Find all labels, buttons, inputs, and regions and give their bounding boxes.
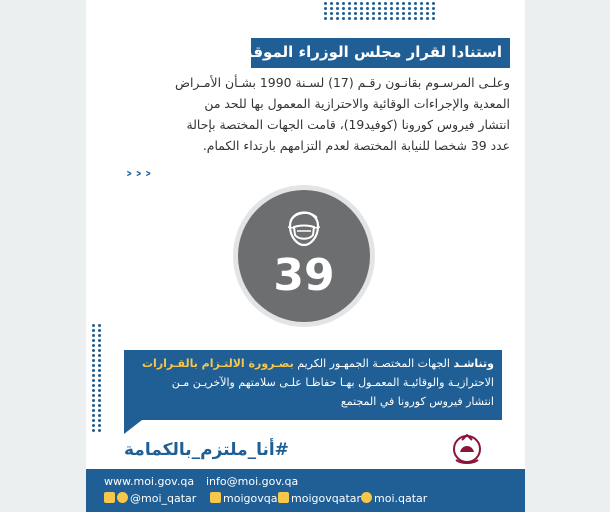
dot	[366, 12, 369, 15]
dot	[98, 414, 101, 417]
dot	[98, 409, 101, 412]
dot	[384, 2, 387, 5]
dot	[396, 17, 399, 20]
dot	[342, 2, 345, 5]
dot	[360, 17, 363, 20]
top-dot-pattern	[324, 2, 438, 22]
appeal-box	[124, 350, 502, 420]
dot	[354, 2, 357, 5]
facebook-handle[interactable]: moigovqatar	[278, 492, 361, 505]
dot	[342, 17, 345, 20]
paragraph-line: انتشار فيروس كورونا (كوفيد19)، قامت الجهات المختصة بإحالة	[186, 117, 510, 132]
dot	[336, 2, 339, 5]
dot	[92, 354, 95, 357]
dot	[98, 359, 101, 362]
dot	[336, 7, 339, 10]
decree-paragraph	[105, 72, 510, 156]
dot	[92, 344, 95, 347]
dot	[98, 399, 101, 402]
dot	[92, 429, 95, 432]
dot	[348, 7, 351, 10]
email-link[interactable]: info@moi.gov.qa	[206, 475, 299, 488]
twitter-icon	[104, 492, 115, 503]
masked-face-icon	[280, 200, 328, 248]
dot	[92, 399, 95, 402]
dot	[420, 12, 423, 15]
dot	[92, 409, 95, 412]
dot	[92, 374, 95, 377]
dot	[348, 12, 351, 15]
paragraph-line: وعلـى المرسـوم بقانـون رقـم (17) لسـنة 1990 بشـأن الأمـراض	[175, 75, 510, 90]
dot	[420, 17, 423, 20]
dot	[396, 7, 399, 10]
title-banner	[243, 38, 510, 68]
dot	[324, 2, 327, 5]
dot	[92, 419, 95, 422]
dot	[360, 7, 363, 10]
dot	[98, 324, 101, 327]
dot	[336, 12, 339, 15]
dot	[408, 2, 411, 5]
dot	[330, 12, 333, 15]
appeal-box-tail	[124, 420, 142, 434]
dot	[98, 369, 101, 372]
dot	[98, 389, 101, 392]
dot	[378, 12, 381, 15]
dot	[360, 12, 363, 15]
dot	[384, 7, 387, 10]
dot	[390, 7, 393, 10]
appeal-highlight: بضـرورة الالتـزام بالقـرارات	[142, 357, 294, 370]
dot	[92, 369, 95, 372]
dot	[390, 17, 393, 20]
website-link[interactable]: www.moi.gov.qa	[104, 475, 195, 488]
dot	[324, 7, 327, 10]
dot	[360, 2, 363, 5]
dot	[396, 12, 399, 15]
dot	[330, 7, 333, 10]
facebook-icon	[278, 492, 289, 503]
appeal-text: الجهات المختصـة الجمهـور الكريم	[293, 357, 454, 370]
dot	[408, 12, 411, 15]
dot	[390, 2, 393, 5]
dot	[384, 12, 387, 15]
dot	[92, 379, 95, 382]
count-circle	[238, 190, 370, 322]
dot	[342, 7, 345, 10]
dot	[372, 2, 375, 5]
dot	[92, 359, 95, 362]
youtube-handle[interactable]: moigovqa	[210, 492, 277, 505]
dot	[402, 2, 405, 5]
dot	[426, 12, 429, 15]
dot	[98, 329, 101, 332]
dot	[92, 414, 95, 417]
dot	[92, 334, 95, 337]
dot	[92, 389, 95, 392]
dot	[324, 17, 327, 20]
dot	[420, 7, 423, 10]
dot	[426, 7, 429, 10]
appeal-line: الاحترازيـة والوقائيـة المعمـول بهـا حفاظـا علـى سلامتهم والآخريـن مـن	[171, 376, 494, 389]
dot	[384, 17, 387, 20]
dot	[390, 12, 393, 15]
dot	[92, 339, 95, 342]
dot	[408, 7, 411, 10]
dot	[98, 379, 101, 382]
post-card	[86, 0, 525, 512]
footer-bar	[86, 469, 525, 512]
dot	[92, 394, 95, 397]
dot	[426, 17, 429, 20]
dot	[378, 7, 381, 10]
dot	[98, 339, 101, 342]
dot	[354, 12, 357, 15]
dot	[432, 7, 435, 10]
dot	[414, 7, 417, 10]
paragraph-line: عدد 39 شخصا للنيابة المختصة لعدم التزامهم بارتداء الكمام.	[202, 138, 510, 153]
dot	[98, 349, 101, 352]
dot	[366, 2, 369, 5]
dot	[98, 374, 101, 377]
dot	[98, 394, 101, 397]
dot	[98, 429, 101, 432]
dot	[354, 17, 357, 20]
dot	[402, 17, 405, 20]
appeal-line: انتشار فيروس كورونا في المجتمع	[340, 395, 494, 408]
title-text: استنادا لقرار مجلس الوزراء الموقر	[243, 43, 502, 61]
dot	[336, 17, 339, 20]
dot	[98, 424, 101, 427]
dot	[396, 2, 399, 5]
dot	[98, 334, 101, 337]
dot	[92, 349, 95, 352]
dot	[92, 424, 95, 427]
dot	[402, 12, 405, 15]
dot	[366, 7, 369, 10]
left-dot-pattern	[92, 324, 104, 434]
hashtag: #أنا_ملتزم_بالكمامة	[124, 440, 289, 460]
dot	[348, 2, 351, 5]
dot	[378, 2, 381, 5]
dot	[92, 324, 95, 327]
dot	[342, 12, 345, 15]
snapchat-handle[interactable]: moi.qatar	[361, 492, 427, 505]
dot	[366, 17, 369, 20]
dot	[414, 17, 417, 20]
dot	[426, 2, 429, 5]
appeal-lead: وتناشـد	[453, 357, 494, 370]
dot	[414, 12, 417, 15]
youtube-icon	[210, 492, 221, 503]
dot	[324, 12, 327, 15]
twitter-instagram-handle[interactable]: @moi_qatar	[104, 492, 196, 505]
dot	[420, 2, 423, 5]
dot	[372, 7, 375, 10]
dot	[92, 384, 95, 387]
instagram-icon	[117, 492, 128, 503]
dot	[348, 17, 351, 20]
paragraph-line: المعدية والإجراءات الوقائية والاحترازية المعمول بها للحد من	[204, 96, 510, 111]
snapchat-icon	[361, 492, 372, 503]
dot	[432, 2, 435, 5]
dot	[98, 354, 101, 357]
dot	[402, 7, 405, 10]
dot	[330, 17, 333, 20]
dot	[330, 2, 333, 5]
arrows-decoration: ˃˃˃	[125, 170, 154, 190]
dot	[432, 12, 435, 15]
dot	[98, 404, 101, 407]
dot	[98, 344, 101, 347]
dot	[354, 7, 357, 10]
dot	[408, 17, 411, 20]
dot	[432, 17, 435, 20]
dot	[378, 17, 381, 20]
dot	[92, 404, 95, 407]
count-number: 39	[273, 250, 335, 301]
dot	[372, 12, 375, 15]
dot	[98, 384, 101, 387]
dot	[98, 364, 101, 367]
dot	[92, 364, 95, 367]
dot	[92, 329, 95, 332]
dot	[98, 419, 101, 422]
dot	[372, 17, 375, 20]
dot	[414, 2, 417, 5]
ministry-emblem-logo	[442, 432, 492, 468]
